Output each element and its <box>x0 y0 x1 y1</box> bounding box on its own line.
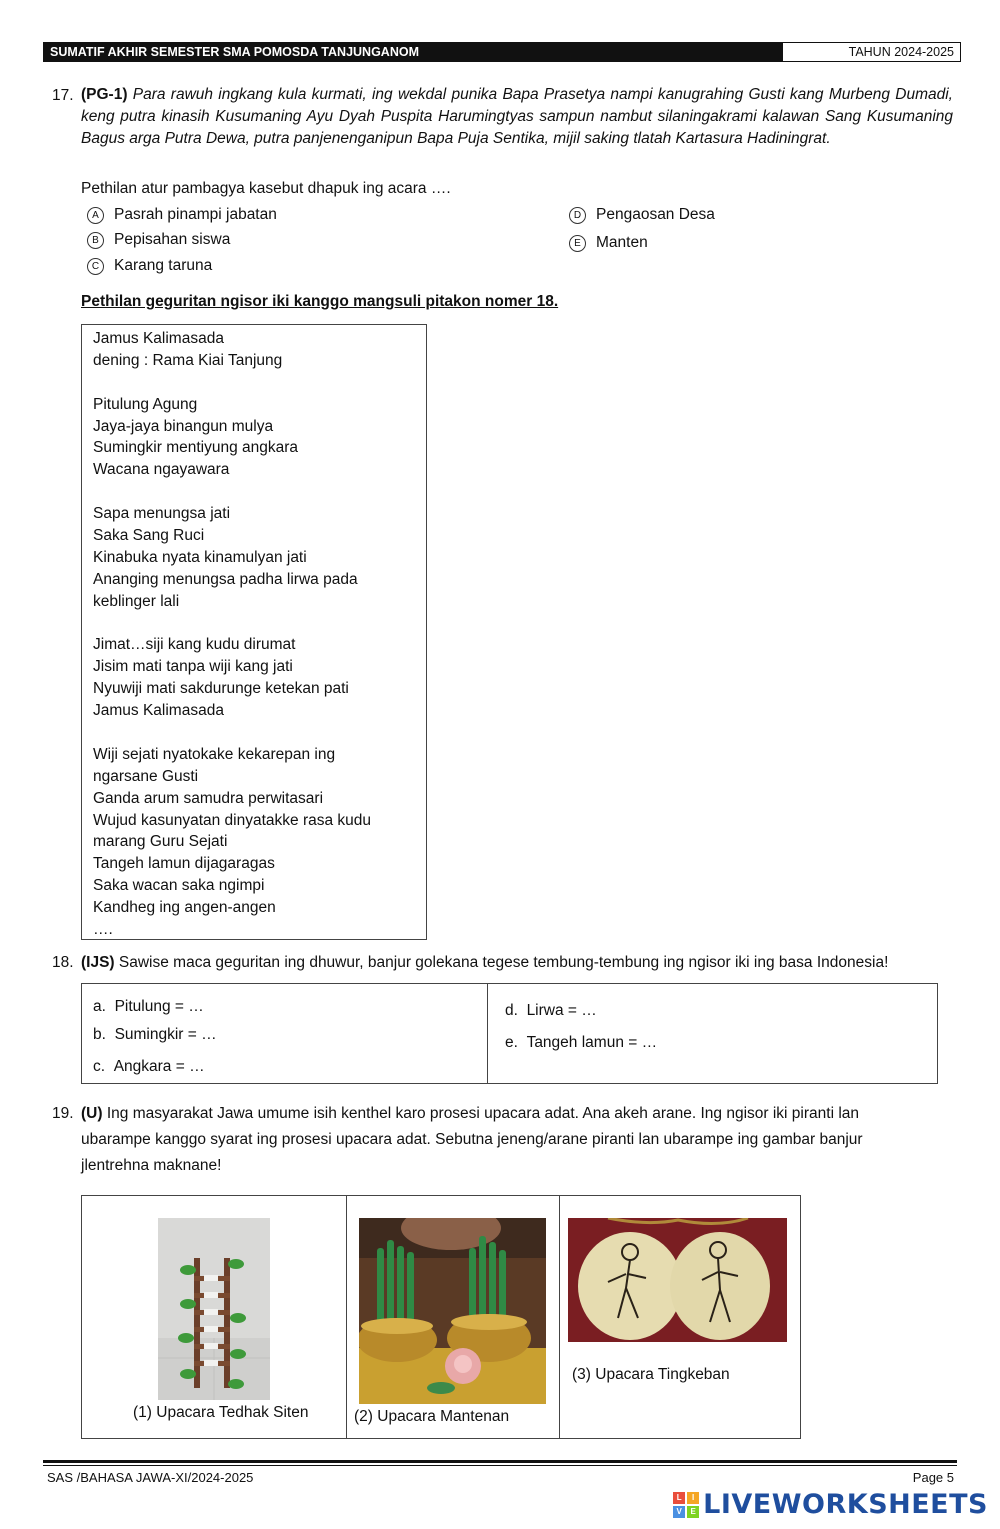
option-text: Pasrah pinampi jabatan <box>114 206 277 223</box>
q17-tag: (PG-1) <box>81 86 128 103</box>
poem-line: Sapa menungsa jati <box>93 505 231 523</box>
q19-text-body: Ing masyarakat Jawa umume isih kenthel karo prosesi upacara adat. Ana akeh arane. Ing ngisor iki piranti lan ubarampe kanggo syarat ing prosesi upacara adat. Sebutna jeneng/arane piranti lan ubarampe ing gambar banjur jlentrehna maknane! <box>81 1105 863 1174</box>
q19-text <box>81 1101 931 1179</box>
item-text: Angkara = … <box>113 1058 205 1075</box>
poem-line: Tangeh lamun dijagaragas <box>93 855 275 873</box>
image-cell-3 <box>560 1196 800 1438</box>
item-text: Sumingkir = … <box>114 1026 217 1043</box>
poem-line: Nyuwiji mati sakdurunge ketekan pati <box>93 680 349 698</box>
item-text: Pitulung = … <box>114 998 204 1015</box>
q17-option-d[interactable] <box>569 206 715 224</box>
option-text: Pepisahan siswa <box>114 231 231 248</box>
poem-line: …. <box>93 921 113 939</box>
footer-course: SAS /BAHASA JAWA-XI/2024-2025 <box>47 1470 254 1485</box>
liveworksheets-logo-icon <box>673 1492 699 1518</box>
poem-line <box>93 481 415 503</box>
poem-line: Ganda arum samudra perwitasari <box>93 789 324 807</box>
poem-line: dening : Rama Kiai Tanjung <box>93 351 283 369</box>
poem-line: Saka wacan saka ngimpi <box>93 877 265 895</box>
item-letter: d. <box>505 1002 518 1019</box>
vocab-item-b[interactable] <box>93 1026 217 1044</box>
poem-line: Sumingkir mentiyung angkara <box>93 439 299 457</box>
poem-box <box>81 324 427 940</box>
vocab-item-a[interactable] <box>93 998 204 1016</box>
footer-rule <box>43 1460 957 1463</box>
item-text: Tangeh lamun = … <box>526 1034 658 1051</box>
option-letter-circle: C <box>87 258 104 275</box>
liveworksheets-brand[interactable] <box>673 1489 988 1520</box>
option-text: Karang taruna <box>114 257 213 274</box>
coconut-photo <box>568 1218 787 1342</box>
logo-tile: E <box>687 1506 699 1518</box>
image-caption-2: (2) Upacara Mantenan <box>354 1408 510 1425</box>
item-letter: e. <box>505 1034 518 1051</box>
q19-number: 19. <box>52 1105 74 1122</box>
q18-text-body: Sawise maca geguritan ing dhuwur, banjur golekana tegese tembung-tembung ing ngisor iki ing basa Indonesia! <box>118 954 889 971</box>
q19-tag: (U) <box>81 1105 103 1122</box>
logo-tile: L <box>673 1492 685 1504</box>
poem-line <box>93 372 415 394</box>
q17-option-e[interactable] <box>569 234 648 252</box>
image-caption-3: (3) Upacara Tingkeban <box>572 1366 730 1383</box>
poem-line: Wiji sejati nyatokake kekarepan ing <box>93 745 336 763</box>
option-text: Manten <box>596 234 648 251</box>
q18-text <box>81 954 888 972</box>
poem-line: marang Guru Sejati <box>93 833 228 851</box>
footer-rule-thin <box>43 1465 957 1466</box>
poem-intro: Pethilan geguritan ngisor iki kanggo mangsuli pitakon nomer 18. <box>81 293 559 310</box>
q18-number: 18. <box>52 954 74 971</box>
poem-line: Kandheg ing angen-angen <box>93 899 276 917</box>
q17-passage-text: Para rawuh ingkang kula kurmati, ing wekdal punika Bapa Prasetya nampi kanugrahing Gusti kang Murbeng Dumadi, keng putra kinasih Kusumaning Ayu Dyah Puspita Harumingtyas sampun nambut silaningakrami kalawan Sang Kusumaning Bagus arga Putra Dewa, putra panjenenganipun Bapa Puja Sentika, mijil saking tlatah Kartasura Hadiningrat. <box>81 86 953 147</box>
ladder-photo <box>158 1218 270 1400</box>
q18-tag: (IJS) <box>81 954 115 971</box>
poem-line <box>93 722 415 744</box>
poem-line: Wujud kasunyatan dinyatakke rasa kudu <box>93 811 372 829</box>
poem-line: Kinabuka nyata kinamulyan jati <box>93 548 307 566</box>
option-text: Pengaosan Desa <box>596 206 715 223</box>
poem-line: keblinger lali <box>93 592 180 610</box>
poem-line: Jimat…siji kang kudu dirumat <box>93 636 296 654</box>
poem-line: ngarsane Gusti <box>93 767 199 785</box>
poem-line: Jamus Kalimasada <box>93 330 224 347</box>
ceremony-image-table <box>81 1195 801 1439</box>
vocab-table <box>81 983 938 1084</box>
item-letter: b. <box>93 1026 106 1043</box>
poem-line: Pitulung Agung <box>93 395 198 413</box>
q17-option-a[interactable] <box>87 206 277 224</box>
vocab-item-e[interactable] <box>505 1034 657 1052</box>
vocab-item-d[interactable] <box>505 1002 597 1020</box>
poem-line <box>93 613 415 635</box>
option-letter-circle: D <box>569 207 586 224</box>
vocab-column-left <box>82 984 488 1083</box>
vocab-column-right <box>488 984 937 1083</box>
poem-line: Jaya-jaya binangun mulya <box>93 417 274 435</box>
option-letter-circle: E <box>569 235 586 252</box>
option-letter-circle: A <box>87 207 104 224</box>
poem-line: Ananging menungsa padha lirwa pada <box>93 570 358 588</box>
image-caption-1: (1) Upacara Tedhak Siten <box>133 1404 309 1421</box>
q17-option-b[interactable] <box>87 231 230 249</box>
liveworksheets-wordmark: LIVEWORKSHEETS <box>703 1489 988 1520</box>
poem-line: Wacana ngayawara <box>93 461 230 479</box>
vocab-item-c[interactable] <box>93 1058 205 1076</box>
q17-number: 17. <box>52 87 74 104</box>
image-cell-2 <box>347 1196 560 1438</box>
logo-tile: V <box>673 1506 685 1518</box>
q17-question: Pethilan atur pambagya kasebut dhapuk ing acara …. <box>81 180 451 197</box>
option-letter-circle: B <box>87 232 104 249</box>
image-cell-1 <box>82 1196 347 1438</box>
poem-line: Jisim mati tanpa wiji kang jati <box>93 658 293 676</box>
q17-option-c[interactable] <box>87 257 212 275</box>
item-letter: a. <box>93 998 106 1015</box>
q17-passage <box>81 84 953 150</box>
logo-tile: I <box>687 1492 699 1504</box>
page-number: Page 5 <box>912 1470 954 1485</box>
ceremony-bowls-photo <box>359 1218 546 1404</box>
poem-line: Jamus Kalimasada <box>93 702 224 720</box>
item-text: Lirwa = … <box>526 1002 597 1019</box>
page-header <box>43 42 961 62</box>
item-letter: c. <box>93 1058 106 1075</box>
poem-line: Saka Sang Ruci <box>93 527 205 545</box>
header-title: SUMATIF AKHIR SEMESTER SMA POMOSDA TANJUNGANOM <box>44 43 782 61</box>
header-year: TAHUN 2024-2025 <box>782 43 960 61</box>
